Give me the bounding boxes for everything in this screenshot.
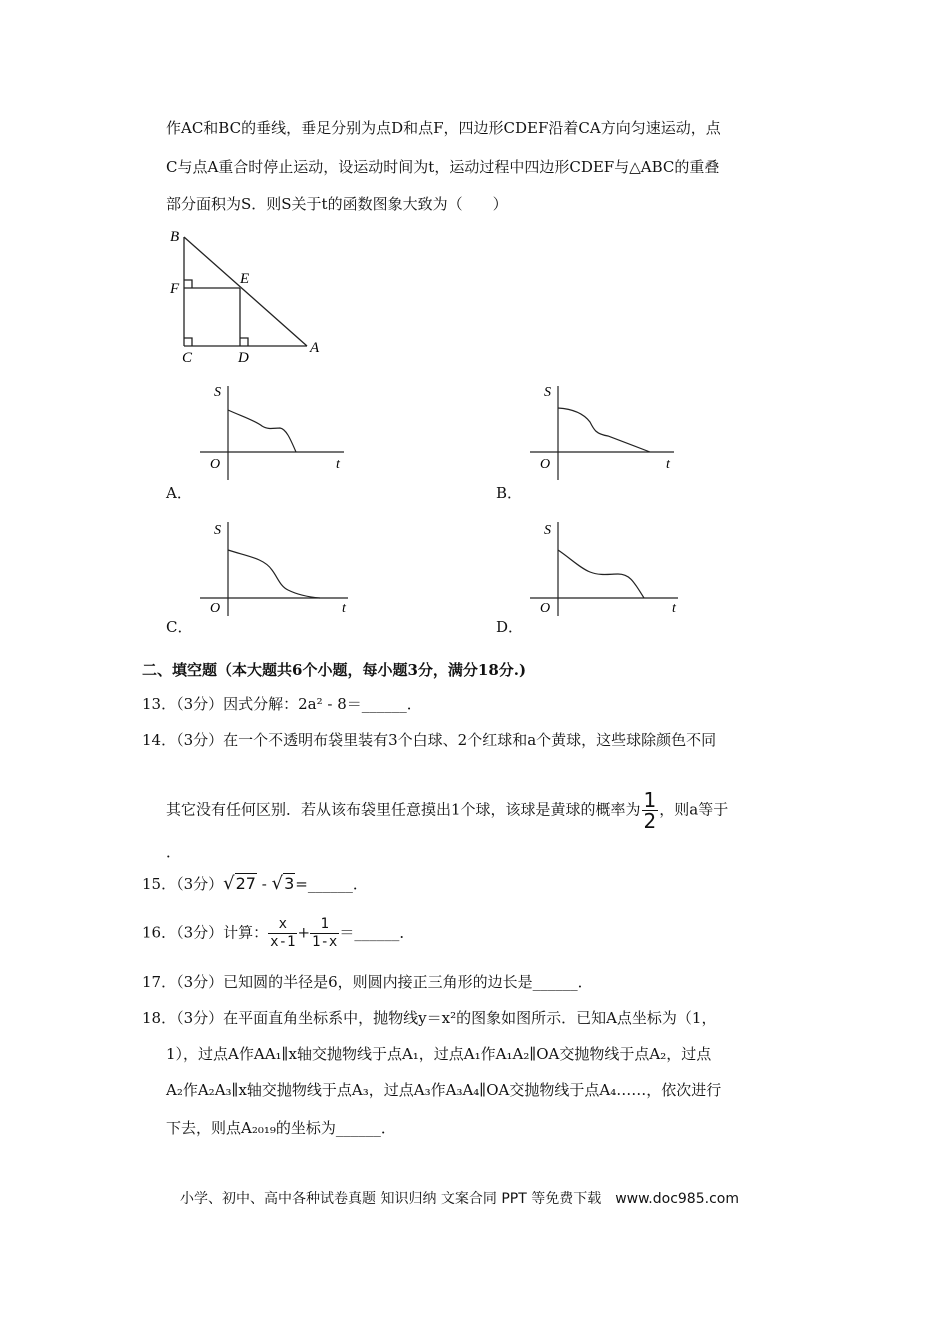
graph-a-t: t <box>336 457 340 472</box>
q16-n2: 1 <box>310 916 339 934</box>
label-a: A <box>310 340 320 356</box>
q16-d2: 1-x <box>312 934 338 950</box>
q15-suffix: =______． <box>295 875 368 893</box>
section-2-title: 二、填空题（本大题共6个小题，每小题3分，满分18分.) <box>142 661 527 679</box>
q14-fraction <box>642 790 659 831</box>
option-b-label: B． <box>496 484 523 502</box>
graph-b-s: S <box>544 385 551 400</box>
graph-c-t: t <box>342 601 346 616</box>
intro-line-2: C与点A重合时停止运动，设运动时间为t，运动过程中四边形CDEF与△ABC的重叠 <box>166 158 720 176</box>
triangle-figure <box>160 225 340 370</box>
q14-frac-den: 2 <box>643 809 657 833</box>
question-13: 13．（3分）因式分解：2a² - 8＝______． <box>142 695 422 713</box>
q16-suffix: ＝______． <box>339 923 415 942</box>
q16-frac-1 <box>268 916 297 951</box>
graph-b <box>526 382 696 482</box>
graph-a <box>196 382 366 482</box>
question-18-line-2: 1），过点A作AA₁∥x轴交抛物线于点A₁，过点A₁作A₁A₂∥OA交抛物线于点A₂，过点 <box>166 1045 712 1063</box>
q16-plus: + <box>297 923 311 942</box>
sqrt-icon: √ <box>223 873 235 894</box>
graph-c-s: S <box>214 523 221 538</box>
question-14-line-1: 14．（3分）在一个不透明布袋里装有3个白球、2个红球和a个黄球，这些球除颜色不同 <box>142 731 717 749</box>
question-18-line-1: 18．（3分）在平面直角坐标系中，抛物线y＝x²的图象如图所示．已知A点坐标为（1， <box>142 1009 717 1027</box>
graph-d-t: t <box>672 601 676 616</box>
option-a-label: A． <box>166 484 192 502</box>
page-footer: 小学、初中、高中各种试卷真题 知识归纳 文案合同 PPT 等免费下载 www.doc985.com <box>180 1191 739 1207</box>
q15-mid: - <box>256 875 272 893</box>
question-18-line-3: A₂作A₂A₃∥x轴交抛物线于点A₃，过点A₃作A₃A₄∥OA交抛物线于点A₄……，依次进行 <box>166 1081 722 1099</box>
graph-d-o: O <box>540 601 551 616</box>
question-14-line-2 <box>166 790 728 831</box>
label-c: C <box>182 350 193 366</box>
graph-c-o: O <box>210 601 221 616</box>
question-16 <box>142 916 414 951</box>
label-f: F <box>170 281 180 297</box>
q16-n1: x <box>268 916 297 934</box>
q14-text-after: ，则a等于 <box>659 800 729 819</box>
graph-b-t: t <box>666 457 670 472</box>
option-c-label: C． <box>166 618 193 636</box>
q15-radicand-2: 3 <box>284 874 295 893</box>
question-18-line-4: 下去，则点A₂₀₁₉的坐标为______． <box>166 1119 396 1137</box>
graph-a-o: O <box>210 457 221 472</box>
q14-frac-num: 1 <box>643 788 657 812</box>
q15-prefix: 15．（3分） <box>142 875 224 893</box>
q16-frac-2 <box>310 916 339 951</box>
label-e: E <box>240 271 250 287</box>
q16-d1: x-1 <box>270 934 296 950</box>
q14-text-before: 其它没有任何区别．若从该布袋里任意摸出1个球，该球是黄球的概率为 <box>166 800 641 819</box>
q15-radicand-1: 27 <box>235 874 256 893</box>
label-d: D <box>238 350 249 366</box>
label-b: B <box>170 229 180 245</box>
intro-line-3: 部分面积为S．则S关于t的函数图象大致为（ ） <box>166 195 508 213</box>
q16-prefix: 16．（3分）计算： <box>142 923 269 942</box>
graph-c <box>196 518 366 618</box>
graph-d-s: S <box>544 523 551 538</box>
question-15 <box>142 874 368 894</box>
graph-b-o: O <box>540 457 551 472</box>
question-14-line-3: ． <box>166 843 182 861</box>
question-17: 17．（3分）已知圆的半径是6，则圆内接正三角形的边长是______． <box>142 973 593 991</box>
graph-a-s: S <box>214 385 221 400</box>
option-d-label: D． <box>496 618 524 636</box>
sqrt-icon: √ <box>271 873 284 894</box>
intro-line-1: 作AC和BC的垂线，垂足分别为点D和点F，四边形CDEF沿着CA方向匀速运动，点 <box>166 119 721 137</box>
graph-d <box>526 518 696 618</box>
